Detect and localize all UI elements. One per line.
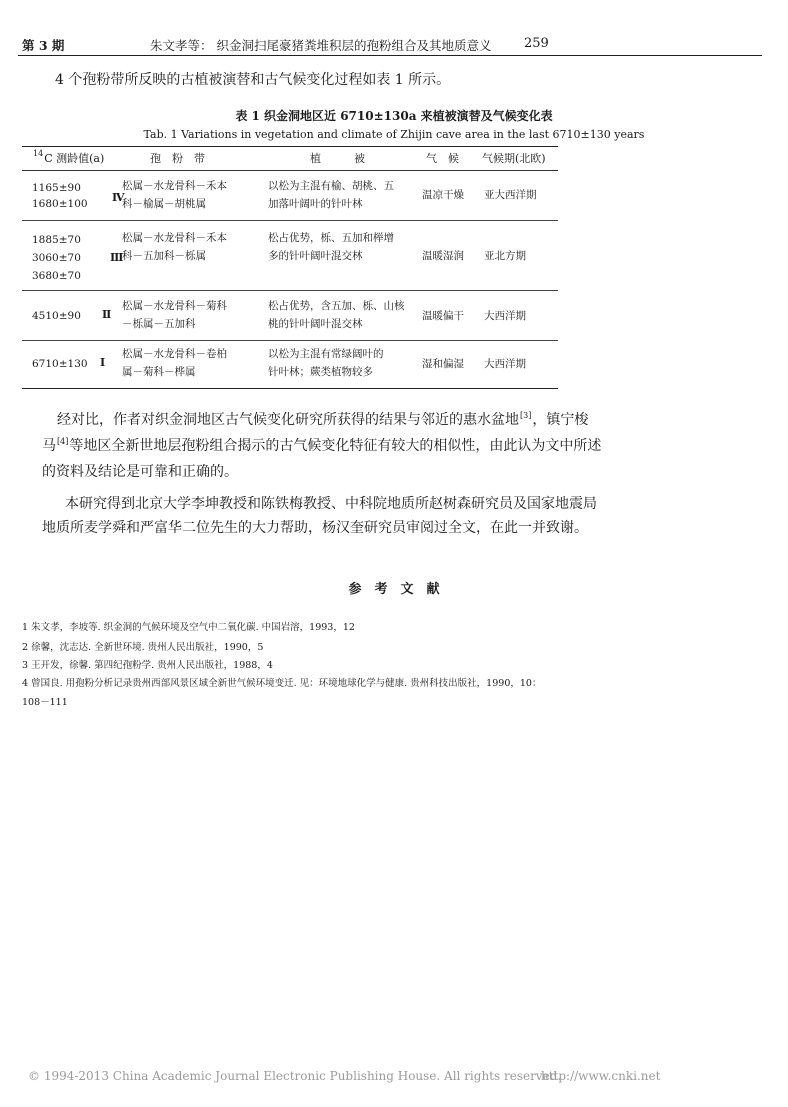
zone-numeral: Ⅱ bbox=[102, 308, 112, 321]
issue-number: 第 3 期 bbox=[22, 38, 65, 53]
col-header-vegetation: 植 被 bbox=[310, 152, 365, 165]
age-cell: 3680±70 bbox=[32, 270, 81, 282]
paragraph-text: 地质所麦学舜和严富华二位先生的大力帮助，杨汉奎研究员审阅过全文，在此一并致谢。 bbox=[42, 520, 588, 536]
col-header-climate: 气 候 bbox=[426, 152, 459, 165]
period-cell: 亚大西洋期 bbox=[484, 189, 537, 201]
age-cell: 6710±130 bbox=[32, 358, 88, 370]
zone-cell: 属－菊科－桦属 bbox=[122, 366, 196, 378]
zone-numeral: Ⅰ bbox=[100, 356, 106, 369]
references-heading: 参 考 文 献 bbox=[348, 582, 440, 597]
zone-cell: 松属－水龙骨科－禾本 bbox=[122, 180, 227, 192]
climate-cell: 温暖湿润 bbox=[422, 250, 464, 262]
age-cell: 4510±90 bbox=[32, 310, 81, 322]
period-cell: 大西洋期 bbox=[484, 310, 526, 322]
zone-cell: 松属－水龙骨科－菊科 bbox=[122, 300, 227, 312]
table-top-rule bbox=[22, 146, 558, 147]
vegetation-cell: 多的针叶阔叶混交林 bbox=[268, 250, 363, 262]
paragraph-text: 本研究得到北京大学李坤教授和陈铁梅教授、中科院地质所赵树森研究员及国家地震局 bbox=[65, 496, 597, 512]
footer-copyright: © 1994-2013 China Academic Journal Electronic Publishing House. All rights reserved. bbox=[28, 1069, 562, 1083]
vegetation-cell: 以松为主混有常绿阔叶的 bbox=[268, 348, 384, 360]
row-divider bbox=[22, 220, 558, 221]
age-header-text: C 测龄值(a) bbox=[44, 152, 105, 165]
paragraph-text: ，镇宁梭 bbox=[532, 412, 589, 428]
paragraph-text: 经对比，作者对织金洞地区古气候变化研究所获得的结果与邻近的惠水盆地 bbox=[57, 412, 519, 428]
vegetation-cell: 加落叶阔叶的针叶林 bbox=[268, 198, 363, 210]
col-header-zone: 孢 粉 带 bbox=[150, 152, 205, 165]
reference-item: 2 徐馨，沈志达. 全新世环境. 贵州人民出版社，1990，5 bbox=[22, 642, 264, 653]
page-number: 259 bbox=[524, 36, 549, 51]
reference-item-continued: 108－111 bbox=[22, 697, 68, 708]
zone-cell: 科－榆属－胡桃属 bbox=[122, 198, 206, 210]
vegetation-cell: 以松为主混有榆、胡桃、五 bbox=[268, 180, 394, 192]
period-cell: 大西洋期 bbox=[484, 358, 526, 370]
age-cell: 1165±90 bbox=[32, 182, 81, 194]
table-header-rule bbox=[22, 170, 558, 171]
intro-line: 4 个孢粉带所反映的古植被演替和古气候变化过程如表 1 所示。 bbox=[55, 72, 451, 88]
table-bottom-rule bbox=[22, 388, 558, 389]
reference-item: 4 曾国良. 用孢粉分析记录贵州西部风景区域全新世气候环境变迁. 见：环境地球化学与健康. 贵州科技出版社，1990，10： bbox=[22, 678, 542, 689]
col-header-period: 气候期(北欧) bbox=[482, 152, 546, 165]
climate-cell: 温凉干燥 bbox=[422, 189, 464, 201]
climate-cell: 温暖偏干 bbox=[422, 310, 464, 322]
age-cell: 3060±70 bbox=[32, 252, 81, 264]
zone-numeral: Ⅳ bbox=[112, 191, 125, 204]
zone-cell: －栎属－五加科 bbox=[122, 318, 196, 330]
age-cell: 1680±100 bbox=[32, 198, 88, 210]
row-divider bbox=[22, 290, 558, 291]
age-cell: 1885±70 bbox=[32, 234, 81, 246]
header-rule bbox=[18, 55, 762, 56]
paragraph-text: 的资料及结论是可靠和正确的。 bbox=[42, 464, 238, 480]
vegetation-cell: 松占优势，栎、五加和榉增 bbox=[268, 232, 394, 244]
zone-cell: 松属－水龙骨科－禾本 bbox=[122, 232, 227, 244]
footer-url[interactable]: http://www.cnki.net bbox=[541, 1069, 661, 1083]
zone-numeral: Ⅲ bbox=[110, 251, 124, 264]
vegetation-cell: 松占优势，含五加、栎、山核 bbox=[268, 300, 405, 312]
paragraph-text: 马 bbox=[42, 438, 56, 454]
vegetation-cell: 桃的针叶阔叶混交林 bbox=[268, 318, 363, 330]
paragraph-comparison bbox=[42, 408, 601, 484]
period-cell: 亚北方期 bbox=[484, 250, 526, 262]
row-divider bbox=[22, 340, 558, 341]
reference-item: 1 朱文孝，李坡等. 织金洞的气候环境及空气中二氧化碳. 中国岩溶，1993，12 bbox=[22, 622, 355, 633]
paragraph-text: 等地区全新世地层孢粉组合揭示的古气候变化特征有较大的相似性，由此认为文中所述 bbox=[69, 438, 602, 454]
col-header-age bbox=[32, 148, 104, 170]
citation-ref[interactable]: [4] bbox=[57, 437, 69, 446]
table-title-en: Tab. 1 Variations in vegetation and climate of Zhijin cave area in the last 6710±130 years bbox=[143, 128, 645, 141]
running-title: 朱文孝等： 织金洞扫尾豪猪粪堆积层的孢粉组合及其地质意义 bbox=[150, 38, 492, 53]
citation-ref[interactable]: [3] bbox=[520, 411, 532, 420]
age-superscript: 14 bbox=[33, 149, 44, 158]
table-title-cn: 表 1 织金洞地区近 6710±130a 来植被演替及气候变化表 bbox=[235, 109, 553, 123]
reference-item: 3 王开发，徐馨. 第四纪孢粉学. 贵州人民出版社，1988，4 bbox=[22, 660, 273, 671]
vegetation-cell: 针叶林；蕨类植物较多 bbox=[268, 366, 373, 378]
paragraph-acknowledgement bbox=[42, 492, 597, 540]
zone-cell: 科－五加科－栎属 bbox=[122, 250, 206, 262]
zone-cell: 松属－水龙骨科－卷柏 bbox=[122, 348, 227, 360]
climate-cell: 湿和偏湿 bbox=[422, 358, 464, 370]
